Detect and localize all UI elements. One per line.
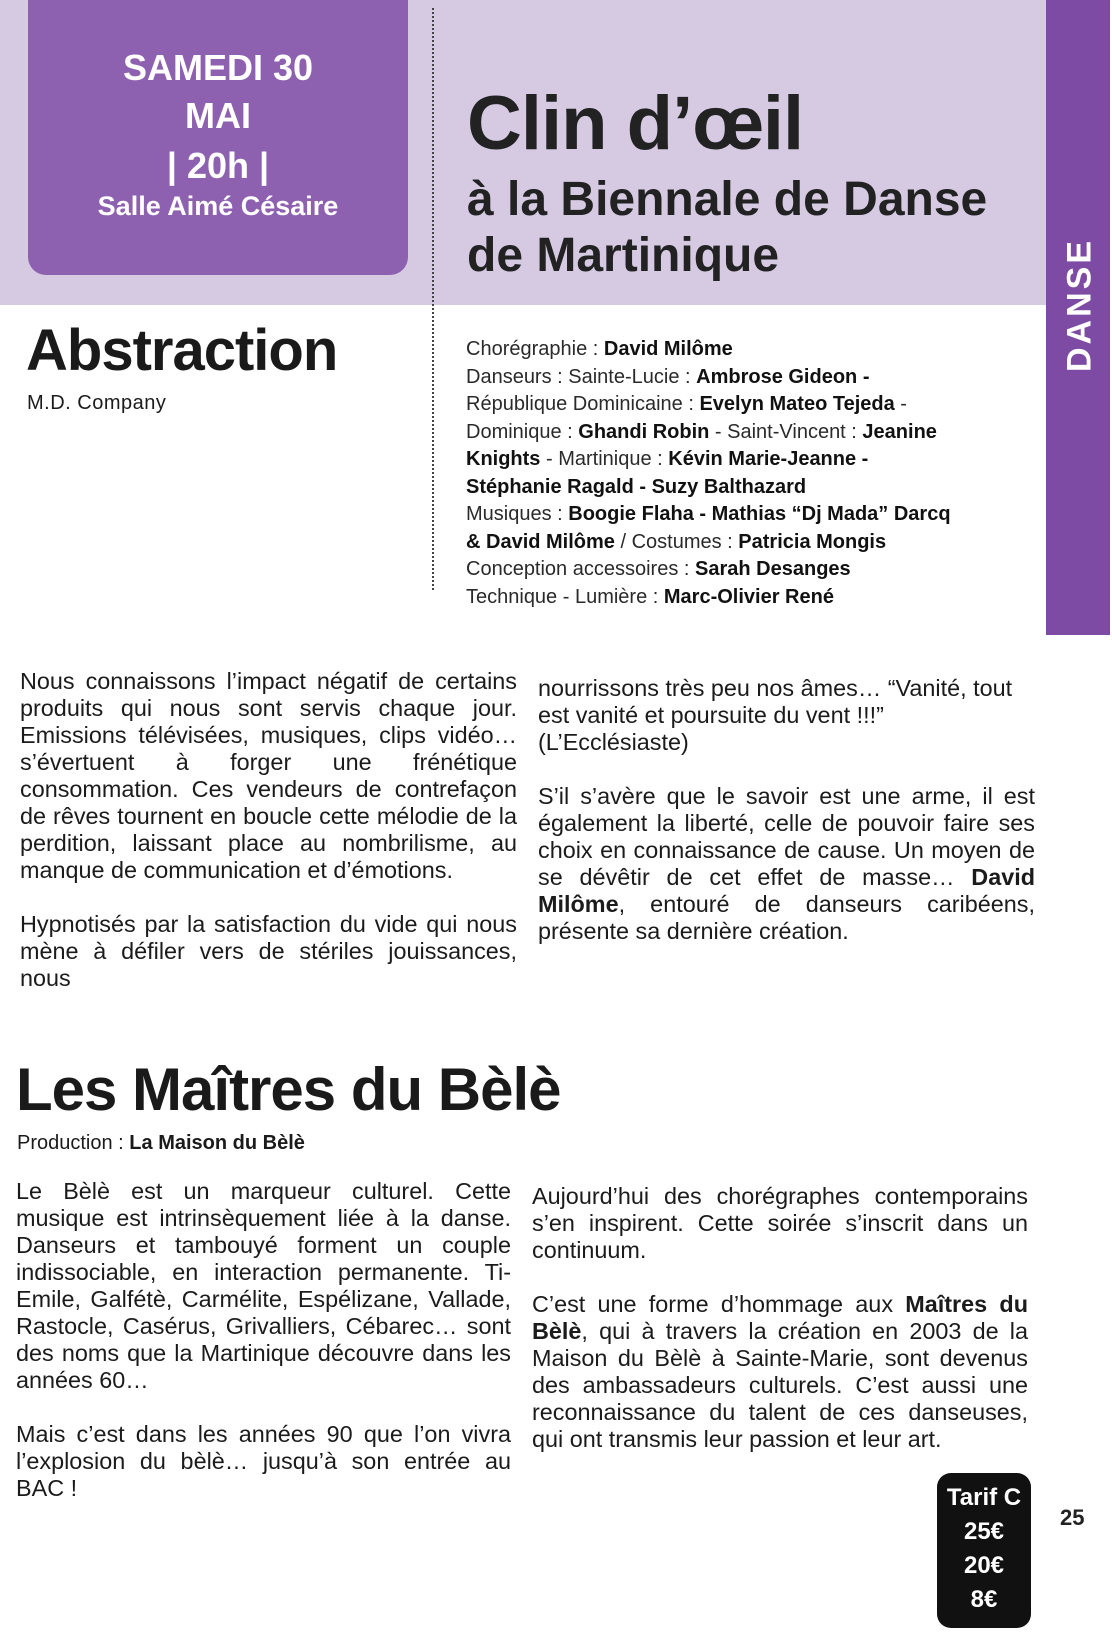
price-value: 25€ — [963, 1518, 1005, 1545]
text-run: , qui à travers la création en 2003 de la Maison du Bèlè à Sainte-Marie, sont devenus des ambassadeurs culturels. C’est aussi une reconnaissance du talent de ces danseuses, qui ont transmis leur passion et leur art. — [532, 1318, 1028, 1452]
text-run: , entouré de danseurs caribéens, présente sa dernière création. — [538, 891, 1035, 944]
date-box — [28, 0, 408, 275]
dotted-divider — [432, 8, 434, 590]
event-time: | 20h | — [166, 145, 270, 186]
credit-label: - Saint-Vincent : — [709, 420, 863, 443]
credit-label: - — [894, 393, 907, 415]
credit-label: Chorégraphie : — [466, 338, 604, 360]
price-value: 8€ — [970, 1586, 998, 1613]
page-number: 25 — [1060, 1505, 1085, 1530]
date-month: MAI — [185, 95, 251, 136]
paragraph: Mais c’est dans les années 90 que l’on vivra l’explosion du bèlè… jusqu’à son entrée au BAC ! — [16, 1421, 511, 1501]
credit-name: Ghandi Robin — [578, 420, 710, 443]
credit-name: Patricia Mongis — [738, 530, 887, 553]
credit-name: Marc-Olivier René — [663, 585, 834, 608]
production-name: La Maison du Bèlè — [129, 1132, 305, 1154]
credit-name: Stéphanie Ragald - Suzy Balthazard — [466, 475, 807, 498]
credits-block — [466, 336, 1026, 611]
event-venue: Salle Aimé Césaire — [97, 191, 339, 221]
price-badge — [937, 1473, 1031, 1628]
paragraph — [532, 1291, 1028, 1453]
abstraction-text-col-1 — [20, 668, 517, 1019]
credit-label: République Dominicaine : — [466, 393, 700, 415]
subtitle-line-2: de Martinique — [467, 229, 780, 282]
credit-name: Sarah Desanges — [695, 558, 851, 580]
paragraph: nourrissons très peu nos âmes… “Vanité, tout est vanité et poursuite du vent !!!” (L’Ecclésiaste) — [538, 675, 1013, 755]
paragraph: Nous connaissons l’impact négatif de certains produits qui nous sont servis chaque jour. Emissions télévisées, musiques, clips vidéo… s’évertuent à forger une frénétique consommation. Ces vendeurs de contrefaçon de rêves tournent en boucle cette mélodie de la perdition, laissant place au nombrilisme, au manque de communication et d’émotions. — [20, 668, 517, 883]
production-line — [17, 1132, 305, 1155]
paragraph: Aujourd’hui des chorégraphes contemporains s’en inspirent. Cette soirée s’inscrit dans un continuum. — [532, 1183, 1028, 1263]
credit-label: Musiques : — [466, 503, 569, 525]
paragraph — [538, 783, 1035, 945]
credit-name: Ambrose Gideon - — [696, 365, 870, 388]
page-title: Clin d’œil — [467, 81, 804, 166]
credit-label: - Martinique : — [540, 448, 669, 470]
subtitle-line-1: à la Biennale de Danse — [467, 173, 988, 226]
text-run-bold: David Milôme — [538, 864, 1035, 917]
credit-name: & David Milôme — [466, 530, 615, 553]
credit-name: Jeanine — [862, 420, 937, 443]
bele-text-col-1 — [16, 1178, 511, 1529]
abstraction-text-col-2 — [538, 675, 1035, 972]
text-run: S’il s’avère que le savoir est une arme, il est également la liberté, celle de pouvoir faire ses choix en connaissance de cause. Un moyen de se dévêtir de cet effet de masse… — [538, 783, 1035, 890]
bele-text-col-2 — [532, 1183, 1028, 1480]
company-name: M.D. Company — [27, 392, 167, 414]
credit-name: Knights — [466, 448, 541, 470]
text-run-bold: Maîtres du Bèlè — [532, 1291, 1028, 1344]
show-title-bele: Les Maîtres du Bèlè — [16, 1056, 561, 1123]
credit-label: Technique - Lumière : — [466, 585, 664, 608]
credit-name: Boogie Flaha - Mathias “Dj Mada” Darcq — [568, 503, 951, 525]
credit-label: Dominique : — [466, 420, 579, 443]
credit-label: Danseurs : Sainte-Lucie : — [466, 365, 697, 388]
date-day: SAMEDI 30 — [122, 47, 314, 88]
paragraph: Le Bèlè est un marqueur culturel. Cette musique est intrinsèquement liée à la danse. Danseurs et tambouyé forment un couple indissociable, en interaction permanente. Ti-Emile, Galfétè, Carmélite, Espélizane, Vallade, Rastocle, Casérus, Grivalliers, Cébarec… sont des noms que la Martinique découvre dans les années 60… — [16, 1178, 511, 1393]
show-title-abstraction: Abstraction — [26, 318, 338, 383]
credit-label: / Costumes : — [614, 530, 739, 553]
price-value: 20€ — [963, 1552, 1005, 1579]
page-subtitle — [467, 172, 987, 284]
production-label: Production : — [17, 1132, 130, 1154]
paragraph: Hypnotisés par la satisfaction du vide qui nous mène à défiler vers de stériles jouissances, nous — [20, 911, 517, 991]
credit-name: Evelyn Mateo Tejeda — [699, 393, 895, 415]
credit-name: Kévin Marie-Jeanne - — [668, 448, 869, 470]
credit-name: David Milôme — [603, 338, 733, 360]
section-label: DANSE — [1060, 237, 1099, 373]
credit-label: Conception accessoires : — [466, 558, 696, 580]
price-label: Tarif C — [946, 1484, 1022, 1511]
text-run: C’est une forme d’hommage aux — [532, 1291, 906, 1317]
